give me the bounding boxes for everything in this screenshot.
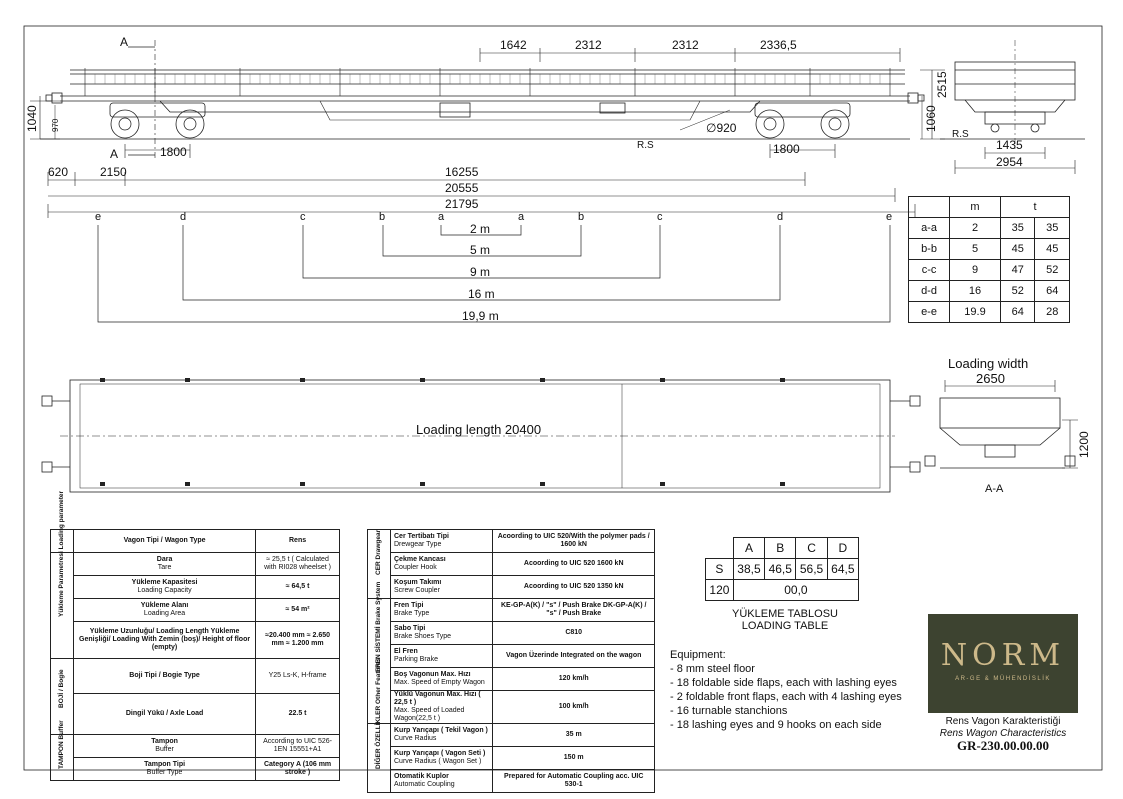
equipment-title: Equipment: — [670, 649, 726, 661]
span-16m: 16 m — [468, 287, 495, 301]
spec-table-left — [50, 490, 340, 781]
spec-value: ≈20.400 mm ≈ 2.650 mm ≈ 1.200 mm — [256, 622, 340, 659]
equipment-item: - 8 mm steel floor — [670, 663, 755, 675]
label-tr: Cer Tertibatı Tipi — [394, 533, 449, 540]
group-label: DİĞER ÖZELLİKLER Other Features — [375, 657, 382, 769]
dist-cell: 64 — [1000, 302, 1035, 323]
load-header: C — [796, 538, 827, 559]
dist-header-blank — [909, 197, 950, 218]
spec-value: C810 — [493, 622, 655, 645]
loading-table — [705, 537, 859, 601]
spec-value: ≈ 64,5 t — [256, 576, 340, 599]
spec-label — [391, 622, 493, 645]
label-en: Buffer — [155, 746, 174, 753]
dist-cell: 47 — [1000, 260, 1035, 281]
spec-value: Prepared for Automatic Coupling acc. UIC 530-1 — [493, 770, 655, 793]
spec-label — [391, 553, 493, 576]
spec-value: Acoording to UIC 520 1350 kN — [493, 576, 655, 599]
label-en: Coupler Hook — [394, 564, 437, 571]
top-dim-3: 2312 — [672, 38, 699, 52]
group-label: FREN SİSTEMİ Brake System — [375, 581, 382, 672]
load-header: D — [827, 538, 858, 559]
spec-label — [391, 645, 493, 668]
dist-cell: 52 — [1035, 260, 1070, 281]
spec-label: Yükleme Uzunluğu/ Loading Length Yükleme Genişliği/ Loading With Zemin (boş)/ Height of floor (empty) — [74, 622, 256, 659]
label-en: Parking Brake — [394, 656, 438, 663]
load-cell: 56,5 — [796, 559, 827, 580]
caption-tr: YÜKLEME TABLOSU — [732, 608, 838, 620]
load-letter: e — [886, 211, 893, 223]
wagon-type-value: Rens — [256, 530, 340, 553]
section-view — [925, 380, 1078, 468]
spec-value: ≈ 54 m² — [256, 599, 340, 622]
dist-cell: 64 — [1035, 281, 1070, 302]
end-view — [940, 40, 1085, 174]
label-en: Max. Speed of Empty Wagon — [394, 679, 485, 686]
load-cell: 46,5 — [765, 559, 796, 580]
group-label: BOJİ / Bogie — [58, 668, 65, 708]
label-en: Brake Type — [394, 610, 430, 617]
load-letter: a — [518, 211, 525, 223]
loading-width-title: Loading width — [948, 356, 1029, 371]
spec-value: 150 m — [493, 747, 655, 770]
load-cell: 00,0 — [733, 580, 858, 601]
load-letter: b — [379, 211, 386, 223]
bogie-dim-right: 1800 — [773, 142, 800, 156]
bogie-dim-left: 1800 — [160, 145, 187, 159]
dist-cell: 9 — [950, 260, 1001, 281]
spec-value: Y25 Ls-K, H-frame — [256, 659, 340, 694]
title-tr: Rens Vagon Karakteristiği — [945, 716, 1061, 727]
left-height-1040: 1040 — [25, 105, 39, 132]
label-tr: Tampon — [151, 738, 178, 745]
end-rail-label: R.S — [952, 129, 969, 140]
label-en: Curve Radius ( Wagon Set ) — [394, 758, 482, 765]
right-height-1060: 1060 — [924, 105, 938, 132]
title-block — [928, 716, 1078, 752]
gauge-dim: 1435 — [996, 138, 1023, 152]
load-cell: 38,5 — [733, 559, 764, 580]
right-height-2515: 2515 — [935, 71, 949, 98]
label-tr: Boş Vagonun Max. Hızı — [394, 671, 471, 678]
dist-cell: 45 — [1000, 239, 1035, 260]
group-label: Yükleme Parametresi Loading parameter — [58, 490, 65, 617]
dist-cell: 19.9 — [950, 302, 1001, 323]
equipment-item: - 18 lashing eyes and 9 hooks on each side — [670, 719, 882, 731]
load-header: B — [765, 538, 796, 559]
spec-label: Boji Tipi / Bogie Type — [74, 659, 256, 694]
label-tr: Çekme Kancası — [394, 556, 446, 563]
equipment-item: - 18 foldable side flaps, each with lashing eyes — [670, 677, 897, 689]
dist-cell: c-c — [909, 260, 950, 281]
label-en: Max. Speed of Loaded Wagon(22,5 t ) — [394, 707, 465, 722]
caption-en: LOADING TABLE — [741, 620, 829, 632]
spec-label — [391, 691, 493, 724]
dist-cell: 35 — [1035, 218, 1070, 239]
dist-cell: 5 — [950, 239, 1001, 260]
load-letter: e — [95, 211, 102, 223]
label-tr: Yükleme Kapasitesi — [131, 579, 198, 586]
dist-cell: e-e — [909, 302, 950, 323]
dist-cell: b-b — [909, 239, 950, 260]
label-tr: Tampon Tipi — [144, 761, 186, 768]
spec-label — [74, 758, 256, 781]
label-tr: Otomatik Kuplor — [394, 773, 449, 780]
distribution-table — [908, 196, 1070, 323]
dist-cell: 28 — [1035, 302, 1070, 323]
logo-name: NORM — [940, 638, 1066, 673]
dist-header-t: t — [1000, 197, 1069, 218]
company-logo — [928, 614, 1078, 713]
label-en: Loading Capacity — [137, 587, 192, 594]
spec-value: 100 km/h — [493, 691, 655, 724]
spec-value: KE-GP-A(K) / "s" / Push Brake DK-GP-A(K) / "s" / Push Brake — [493, 599, 655, 622]
spec-value: Category A (106 mm stroke ) — [256, 758, 340, 781]
label-en: Tare — [157, 564, 172, 571]
group-loading — [51, 490, 74, 659]
load-header: A — [733, 538, 764, 559]
width-dim: 2954 — [996, 155, 1023, 169]
dist-cell: 45 — [1035, 239, 1070, 260]
left-height-970: 970 — [51, 118, 60, 132]
dim-21795: 21795 — [445, 197, 479, 211]
section-mark-bottom: A — [110, 147, 119, 161]
label-tr: Fren Tipi — [394, 602, 424, 609]
dist-cell: d-d — [909, 281, 950, 302]
label-en: Screw Coupler — [394, 587, 440, 594]
spec-value: Vagon Üzerinde Integrated on the wagon — [493, 645, 655, 668]
spec-label — [74, 735, 256, 758]
load-letter: d — [180, 211, 187, 223]
label-tr: Yükleme Alanı — [140, 602, 189, 609]
label-en: Drewgear Type — [394, 541, 442, 548]
spec-value: According to UIC 526-1EN 15551+A1 — [256, 735, 340, 758]
span-5m: 5 m — [470, 243, 491, 257]
logo-tagline: AR-GE & MÜHENDİSLİK — [955, 676, 1051, 682]
dim-20555: 20555 — [445, 181, 479, 195]
load-cell: 120 — [706, 580, 734, 601]
dist-cell: 16 — [950, 281, 1001, 302]
label-en: Buffer Type — [146, 769, 183, 776]
load-point-diagram — [98, 225, 890, 322]
loading-table-caption — [705, 608, 865, 632]
spec-label — [74, 553, 256, 576]
wheel-diameter: ∅920 — [706, 121, 737, 135]
label-en: Curve Radius — [394, 735, 437, 742]
load-letter: d — [777, 211, 784, 223]
wagon-type-label: Vagon Tipi / Wagon Type — [74, 530, 256, 553]
span-19-9m: 19,9 m — [462, 309, 499, 323]
load-letter: b — [578, 211, 585, 223]
spec-label — [391, 747, 493, 770]
title-en: Rens Wagon Characteristics — [939, 728, 1067, 739]
side-view — [30, 40, 945, 218]
group-label: CER Drawgear — [375, 529, 382, 575]
spec-label — [74, 599, 256, 622]
load-letter: c — [300, 211, 306, 223]
section-height: 1200 — [1077, 431, 1091, 458]
spec-label — [391, 599, 493, 622]
label-tr: Dara — [156, 556, 173, 563]
label-tr: Kurp Yarıçapı ( Vagon Seti ) — [394, 750, 486, 757]
group-buffer — [51, 719, 74, 781]
group-label: TAMPON Buffer — [58, 719, 65, 769]
label-tr: Sabo Tipi — [394, 625, 426, 632]
spec-label: Dingil Yükü / Axle Load — [74, 694, 256, 735]
spec-label — [391, 576, 493, 599]
label-tr: Koşum Takımı — [394, 579, 442, 586]
loading-length-label: Loading length 20400 — [416, 422, 542, 437]
label-tr: El Fren — [394, 648, 418, 655]
spec-label — [391, 770, 493, 793]
group-other — [368, 657, 391, 793]
spec-value: ≈ 25,5 t ( Calculated with RI028 wheelset ) — [256, 553, 340, 576]
spec-table-right — [367, 529, 655, 793]
load-cell: 64,5 — [827, 559, 858, 580]
spec-label — [391, 530, 493, 553]
dim-16255: 16255 — [445, 165, 479, 179]
top-dim-1: 1642 — [500, 38, 527, 52]
load-letter: a — [438, 211, 445, 223]
label-en: Loading Area — [143, 610, 186, 617]
equipment-item: - 16 turnable stanchions — [670, 705, 788, 717]
dim-2150: 2150 — [100, 165, 127, 179]
dist-cell: a-a — [909, 218, 950, 239]
load-cell: S — [706, 559, 734, 580]
label-tr: Yüklü Vagonun Max. Hızı ( 22,5 t ) — [394, 691, 481, 706]
load-header-blank — [706, 538, 734, 559]
equipment-list — [670, 648, 902, 732]
span-2m: 2 m — [470, 222, 491, 236]
dist-cell: 2 — [950, 218, 1001, 239]
load-letter: c — [657, 211, 663, 223]
spec-value: Acoording to UIC 520/With the polymer pads / 1600 kN — [493, 530, 655, 553]
spec-value: Acoording to UIC 520 1600 kN — [493, 553, 655, 576]
equipment-item: - 2 foldable front flaps, each with 4 lashing eyes — [670, 691, 902, 703]
spec-label — [391, 668, 493, 691]
label-tr: Kurp Yarıçapı ( Tekil Vagon ) — [394, 727, 488, 734]
label-en: Brake Shoes Type — [394, 633, 452, 640]
spec-value: 35 m — [493, 724, 655, 747]
span-9m: 9 m — [470, 265, 491, 279]
section-label: A-A — [985, 483, 1004, 495]
dist-header-m: m — [950, 197, 1001, 218]
dim-620: 620 — [48, 165, 69, 179]
spec-label — [391, 724, 493, 747]
spec-value: 22.5 t — [256, 694, 340, 735]
loading-width-value: 2650 — [976, 371, 1005, 386]
top-dim-4: 2336,5 — [760, 38, 797, 52]
spec-label — [74, 576, 256, 599]
top-dim-2: 2312 — [575, 38, 602, 52]
drawing-code: GR-230.00.00.00 — [956, 738, 1050, 753]
rail-label: R.S — [637, 140, 654, 151]
label-en: Automatic Coupling — [394, 781, 455, 788]
section-mark-top: A — [120, 35, 129, 49]
dist-cell: 52 — [1000, 281, 1035, 302]
spec-value: 120 km/h — [493, 668, 655, 691]
dist-cell: 35 — [1000, 218, 1035, 239]
